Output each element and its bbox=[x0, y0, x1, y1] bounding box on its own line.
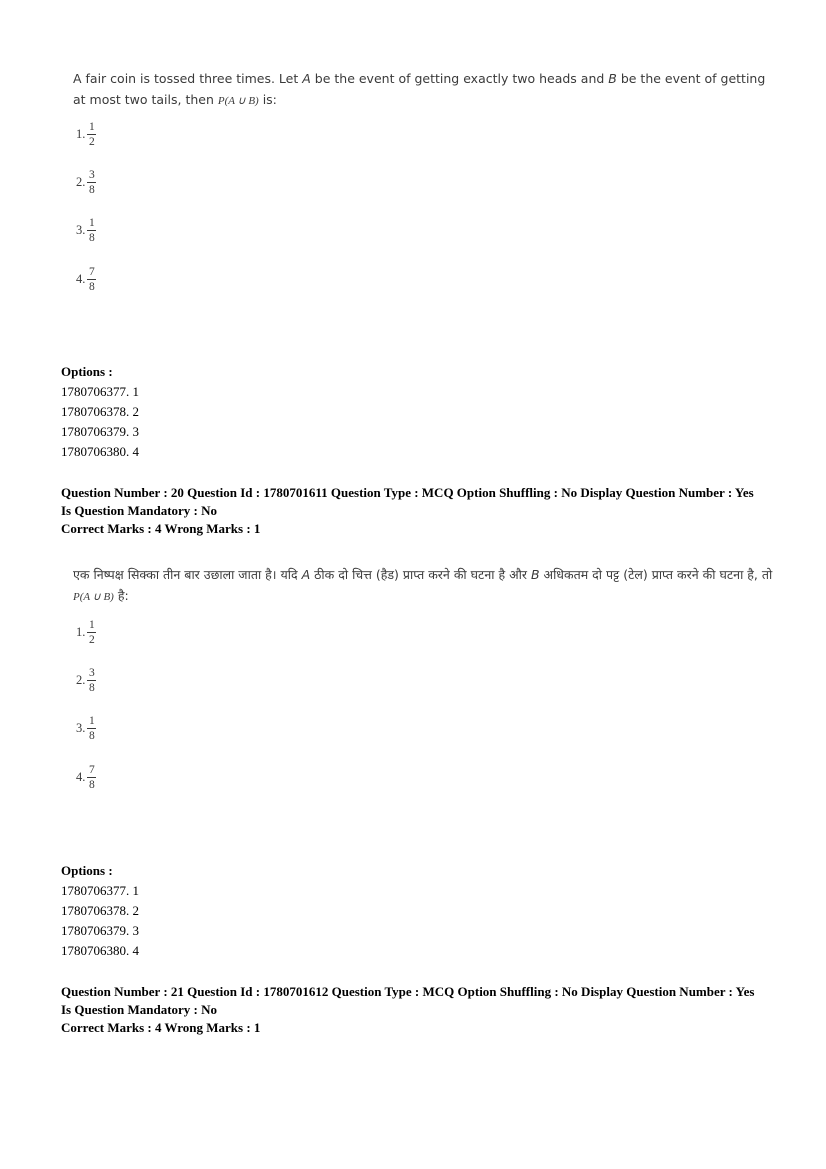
answer-choice-3 bbox=[76, 217, 96, 244]
question-text-part: be the event of getting exactly two heads and bbox=[310, 71, 609, 86]
answer-choice-4 bbox=[76, 266, 96, 293]
question-text-part: एक निष्पक्ष सिक्का तीन बार उछाला जाता है। यदि bbox=[73, 567, 302, 582]
denominator: 8 bbox=[89, 184, 95, 196]
option-id: 1780706379. 3 bbox=[61, 923, 139, 938]
fraction bbox=[87, 715, 96, 742]
options-block bbox=[61, 861, 139, 961]
question-meta bbox=[61, 983, 801, 1037]
option-id: 1780706377. 1 bbox=[61, 384, 139, 399]
question-text-part: A fair coin is tossed three times. Let bbox=[73, 71, 303, 86]
answer-choice-2 bbox=[76, 169, 96, 196]
choice-number: 4. bbox=[76, 272, 86, 286]
answer-choice-3 bbox=[76, 715, 96, 742]
denominator: 2 bbox=[89, 136, 95, 148]
options-label: Options : bbox=[61, 364, 113, 379]
event-b-symbol: B bbox=[608, 71, 617, 86]
choice-number: 1. bbox=[76, 127, 86, 141]
event-b-symbol: B bbox=[530, 567, 540, 582]
option-id: 1780706380. 4 bbox=[61, 943, 139, 958]
choice-number: 3. bbox=[76, 721, 86, 735]
option-id: 1780706377. 1 bbox=[61, 883, 139, 898]
fraction bbox=[87, 764, 96, 791]
denominator: 8 bbox=[89, 281, 95, 293]
numerator: 7 bbox=[89, 764, 95, 776]
numerator: 1 bbox=[89, 217, 95, 229]
question-meta-line: Question Number : 21 Question Id : 1780701612 Question Type : MCQ Option Shuffling : No Display Question Number : Yes bbox=[61, 984, 755, 999]
fraction bbox=[87, 667, 96, 694]
choice-number: 2. bbox=[76, 673, 86, 687]
denominator: 8 bbox=[89, 730, 95, 742]
question-text-english bbox=[73, 68, 773, 112]
question-meta-line: Question Number : 20 Question Id : 1780701611 Question Type : MCQ Option Shuffling : No Display Question Number : Yes bbox=[61, 485, 754, 500]
fraction bbox=[87, 169, 96, 196]
probability-expression: P(A ∪ B) bbox=[217, 95, 259, 107]
question-meta bbox=[61, 484, 801, 538]
choice-number: 4. bbox=[76, 770, 86, 784]
question-text-part: अधिकतम दो पट्ट (टेल) प्राप्त करने की घटना है, तो bbox=[539, 567, 773, 582]
option-id: 1780706379. 3 bbox=[61, 424, 139, 439]
numerator: 1 bbox=[89, 121, 95, 133]
answer-choice-2 bbox=[76, 667, 96, 694]
choice-number: 1. bbox=[76, 625, 86, 639]
answer-choice-1 bbox=[76, 619, 96, 646]
numerator: 7 bbox=[89, 266, 95, 278]
fraction bbox=[87, 266, 96, 293]
event-a-symbol: A bbox=[302, 71, 311, 86]
option-id: 1780706380. 4 bbox=[61, 444, 139, 459]
event-a-symbol: A bbox=[301, 567, 311, 582]
options-label: Options : bbox=[61, 863, 113, 878]
probability-expression: P(A ∪ B) bbox=[73, 591, 114, 603]
denominator: 2 bbox=[89, 634, 95, 646]
denominator: 8 bbox=[89, 779, 95, 791]
question-text-part: be the event of getting at most two tails, then bbox=[73, 71, 766, 107]
answer-choice-4 bbox=[76, 764, 96, 791]
marks-line: Correct Marks : 4 Wrong Marks : 1 bbox=[61, 521, 261, 536]
question-text-part: ठीक दो चित्त (हैड) प्राप्त करने की घटना है और bbox=[310, 567, 531, 582]
fraction bbox=[87, 121, 96, 148]
marks-line: Correct Marks : 4 Wrong Marks : 1 bbox=[61, 1020, 261, 1035]
fraction bbox=[87, 217, 96, 244]
numerator: 3 bbox=[89, 169, 95, 181]
question-text-part: है: bbox=[113, 588, 129, 603]
choice-number: 3. bbox=[76, 223, 86, 237]
denominator: 8 bbox=[89, 232, 95, 244]
numerator: 1 bbox=[89, 619, 95, 631]
numerator: 3 bbox=[89, 667, 95, 679]
option-id: 1780706378. 2 bbox=[61, 404, 139, 419]
question-text-hindi bbox=[73, 564, 773, 608]
choice-number: 2. bbox=[76, 175, 86, 189]
options-block bbox=[61, 362, 139, 462]
option-id: 1780706378. 2 bbox=[61, 903, 139, 918]
answer-choice-1 bbox=[76, 121, 96, 148]
denominator: 8 bbox=[89, 682, 95, 694]
question-text-part: is: bbox=[258, 92, 277, 107]
question-mandatory-line: Is Question Mandatory : No bbox=[61, 503, 218, 518]
fraction bbox=[87, 619, 96, 646]
numerator: 1 bbox=[89, 715, 95, 727]
question-mandatory-line: Is Question Mandatory : No bbox=[61, 1002, 218, 1017]
